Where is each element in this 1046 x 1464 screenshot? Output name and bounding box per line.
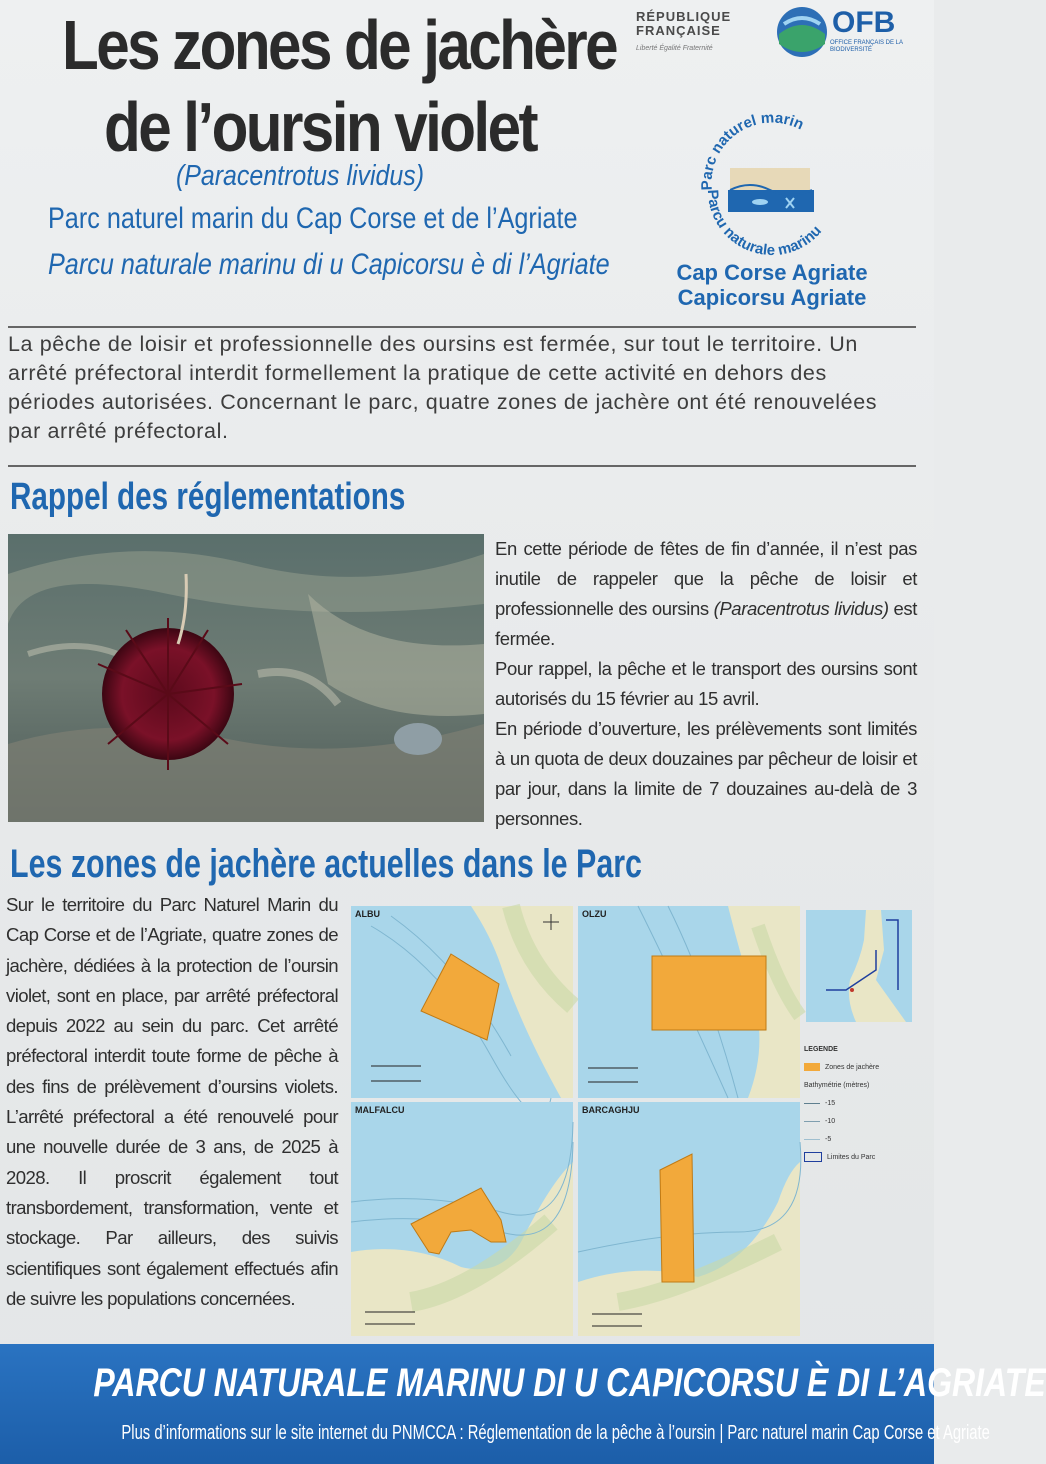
map-olzu <box>578 906 800 1098</box>
intro-paragraph: La pêche de loisir et professionnelle des oursins est fermée, sur tout le territoire. Un arrêté préfectoral interdit formellement la pratique de cette activité en dehors des périodes autorisées. Concernant le parc, quatre zones de jachère ont été renouvelées par arrêté préfectoral. <box>8 332 878 443</box>
legend-line-15 <box>804 1103 820 1104</box>
map-label-olzu: OLZU <box>582 909 607 919</box>
divider-bottom <box>8 465 916 467</box>
title-line-2: de l’oursin violet <box>104 88 536 166</box>
legend-bathy-label: Bathymétrie (mètres) <box>804 1081 870 1089</box>
legend-15-label: -15 <box>825 1099 836 1107</box>
zones-heading: Les zones de jachère actuelles dans le Parc <box>10 842 642 886</box>
page-title <box>62 4 617 168</box>
rappel-text <box>495 534 917 834</box>
parc-naturel-marin-logo-icon <box>690 106 850 256</box>
rappel-paragraph-3: En période d’ouverture, les prélèvements sont limités à un quota de deux douzaines par pêcheur de loisir et par jour, dans la limite de 7 douzaines au-delà de 3 personnes. <box>495 718 917 829</box>
legend-limits-swatch <box>804 1152 822 1162</box>
legend-zone-row <box>804 1058 914 1076</box>
rf-line-1: RÉPUBLIQUE <box>636 9 732 24</box>
legend-5-label: -5 <box>825 1135 832 1143</box>
rappel-heading: Rappel des réglementations <box>10 476 406 518</box>
legend-10-label: -10 <box>825 1117 836 1125</box>
title-line-1: Les zones de jachère <box>62 6 617 84</box>
park-name-co: Parcu naturale marinu di u Capicorsu è di l’Agriate <box>48 248 610 281</box>
legend-line-5 <box>804 1139 820 1140</box>
map-label-albu: ALBU <box>355 909 380 919</box>
map-malfalcu <box>351 1102 573 1336</box>
map-albu <box>351 906 573 1098</box>
map-label-malfalcu: MALFALCU <box>355 1105 405 1115</box>
logo-arc-top: Parc naturel marin <box>698 109 807 191</box>
legend-limits-label: Limites du Parc <box>827 1153 876 1161</box>
legend-title: LEGENDE <box>804 1045 838 1053</box>
zones-text: Sur le territoire du Parc Naturel Marin du Cap Corse et de l’Agriate, quatre zones de jachère, dédiées à la protection de l’oursin violet, sont en place, par arrêté préfectoral depuis 2022 au sein du parc. Cet arrêté préfectoral interdit toute forme de pêche à des fins de prélèvement d’oursins violets. L’arrêté préfectoral a été renouvelé pour une nouvelle durée de 3 ans, de 2025 à 2028. Il proscrit également tout transbordement, transformation, vente et stockage. Par ailleurs, des suivis scientifiques sont également effectués afin de suivre les populations concernées. <box>6 894 338 1309</box>
footer-title: PARCU NATURALE MARINU DI U CAPICORSU È DI L’AGRIATE <box>93 1361 1046 1405</box>
rf-motto: Liberté Égalité Fraternité <box>636 45 713 52</box>
divider-top <box>8 326 916 328</box>
rappel-p1-a: En cette période de fêtes de fin d’année, il n’est pas inutile de rappeler que la pêche de loisir et professionnelle des oursins <box>495 538 917 619</box>
legend-zone-swatch <box>804 1063 820 1071</box>
legend-zone-label: Zones de jachère <box>825 1063 880 1071</box>
map-barcaghju <box>578 1102 800 1336</box>
rappel-paragraph-1 <box>495 534 917 654</box>
rappel-p1-b: est fermée. <box>495 598 918 649</box>
legend-limits-row <box>804 1148 914 1166</box>
map-inset-corsica <box>806 910 912 1022</box>
ofb-subtitle: OFFICE FRANÇAIS DE LA BIODIVERSITÉ <box>830 40 903 53</box>
footer-info: Plus d’informations sur le site internet du PNMCCA : Réglementation de la pêche à l’oursin | Parc naturel marin Cap Corse et Agriate <box>121 1422 990 1444</box>
latin-name: (Paracentrotus lividus) <box>175 160 425 192</box>
logo-arc-bottom: Parcu naturale marinu <box>703 189 825 256</box>
republique-francaise-logo <box>636 10 756 53</box>
logo-capicorsu: Capicorsu Agriate <box>677 285 867 310</box>
logo-cap-corse: Cap Corse Agriate <box>676 260 868 285</box>
legend-line-10 <box>804 1121 820 1122</box>
ofb-wordmark: OFB <box>832 6 896 39</box>
legend-5-row <box>804 1130 914 1148</box>
legend-10-row <box>804 1112 914 1130</box>
rappel-p1-latin: (Paracentrotus lividus) <box>713 598 889 619</box>
rappel-paragraph-2: Pour rappel, la pêche et le transport des oursins sont autorisés du 15 février au 15 avril. <box>495 658 917 709</box>
map-legend <box>804 1040 914 1166</box>
rf-line-2: FRANÇAISE <box>636 23 721 38</box>
sea-urchin-photo <box>8 534 484 822</box>
park-name-fr: Parc naturel marin du Cap Corse et de l’Agriate <box>48 202 578 235</box>
map-label-barcaghju: BARCAGHJU <box>582 1105 640 1115</box>
legend-15-row <box>804 1094 914 1112</box>
